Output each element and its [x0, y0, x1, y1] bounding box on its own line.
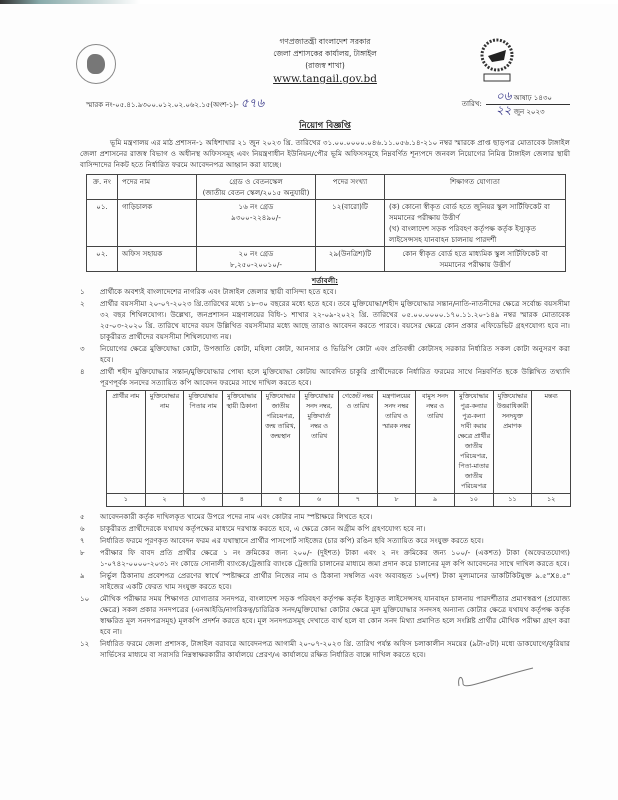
memo-handwritten-number: ৫৭৬ [240, 96, 265, 110]
ff-column-number: ১২ [532, 494, 571, 507]
ff-column-number: ৭ [338, 494, 377, 507]
condition-number: ৬ [80, 524, 85, 533]
qualification: কোন স্বীকৃত বোর্ড হতে মাধ্যমিক স্কুল সার্টিফিকেট বা সমমানের পরীক্ষায় উত্তীর্ণ [385, 247, 566, 272]
condition-item [80, 343, 570, 365]
ff-column-number: ৫ [261, 494, 300, 507]
date-day-english: ২২ [495, 103, 512, 117]
condition-item [80, 366, 570, 388]
ff-column-header: বামুস সনদ নম্বর ও তারিখ [416, 391, 455, 494]
date-day-bangla: ০৬ [495, 89, 512, 103]
posts-table-header [87, 175, 566, 200]
qualification-b: (খ) বাংলাদেশ সড়ক পরিবহণ কর্তৃপক্ষ কর্তৃক ইস্যুকৃত লাইসেন্সসহ যানবাহন চালনায় পারদর্শী [389, 224, 537, 244]
qualification-a: (ক) কোনো স্বীকৃত বোর্ড হতে জুনিয়র স্কুল সার্টিফিকেট বা সমমানের পরীক্ষায় উত্তীর্ণ [389, 202, 550, 222]
condition-number: ৫ [80, 512, 85, 521]
condition-item [80, 286, 570, 297]
post-count: ২৯(উনত্রিশ)টি [316, 247, 385, 272]
ff-column-header: মুক্তিযোদ্ধার স্থায়ী ঠিকানা [222, 391, 261, 494]
ff-column-number: ৩ [184, 494, 223, 507]
ff-column-number: ১১ [493, 494, 532, 507]
freedom-fighter-info-table [106, 390, 571, 507]
branch-name: (রাজস্ব শাখা) [305, 61, 345, 70]
condition-text: নির্ধারিত ফরমে পূরণকৃত আবেদন ফরম এর যথাস্থানে প্রার্থীর পাসপোর্ট সাইজের (চার কপি) রঙিন ছবি সত্যায়িত করে সংযুক্ত করতে হবে। [100, 536, 484, 545]
govt-name: গণপ্রজাতন্ত্রী বাংলাদেশ সরকার [279, 37, 371, 46]
qualification [385, 200, 566, 247]
condition-number: ৭ [80, 536, 85, 545]
date-month-bangla: আষাঢ় ১৪৩০ [513, 94, 552, 102]
condition-text: মৌখিক পরীক্ষার সময় শিক্ষাগত যোগ্যতার সনদপত্র, বাংলাদেশ সড়ক পরিবহণ কর্তৃপক্ষ কর্তৃক ইস্যুকৃত লাইসেন্সসহ যানবাহন চালনায় পারদর্শীতার প্রমাণস্বরূপ (প্রযোজ্য ক্ষেত্রে) সকল প্রকার সনদপত্রের (এনআইডি/নাগরিকত্ব/চারিত্রিক সনদ/মুক্তিযোদ্ধা কোটার ক্ষেত্রে মূল মুক্তিযোদ্ধার সনদসহ অন্যান্য কোটার ক্ষেত্রে যথাযথ কর্তৃপক্ষ কর্তৃক স্বাক্ষরিত মূল সনদপত্রসমূহ) মূলকপি প্রদর্শন করতে হবে। মূল সনদপত্রসমূহ দেখাতে ব্যর্থ হলে বা কোন সনদ মিথ্যা প্রমাণিত হলে সংশ্লিষ্ট প্রার্থীর মৌখিক পরীক্ষা গ্রহণ করা হবে না। [100, 594, 570, 636]
office-name: জেলা প্রশাসকের কার্যালয়, টাঙ্গাইল [273, 49, 377, 58]
col-grade [197, 175, 316, 200]
condition-number: ৩ [80, 344, 85, 353]
serial: ০২. [87, 247, 118, 272]
condition-item [80, 570, 570, 592]
condition-number: ৯ [80, 571, 85, 580]
col-post: পদের নাম [118, 175, 197, 200]
conditions-list-a [80, 286, 570, 388]
condition-text: নির্ধারিত ফরমে জেলা প্রশাসক, টাঙ্গাইল বরাবরে আবেদনপত্র আগামী ২০-০৭-২০২৩ খ্রি. তারিখ পর্যন্ত অফিস চলাকালীন সময়ের (৯টা-৫টা) মধ্যে ডাকযোগে/কুরিয়ার সার্ভিসের মাধ্যমে বা সরাসরি নিম্নস্বাক্ষরকারীর কার্যালয়ে প্রেরণ/এ কার্যালয়ে রক্ষিত নির্ধারিত বাক্সে দাখিল করতে হবে। [100, 639, 570, 659]
condition-item [80, 535, 570, 546]
table-row [87, 247, 566, 272]
condition-item [80, 638, 570, 660]
ff-column-number: ১ [107, 494, 146, 507]
issue-date [462, 91, 570, 118]
ff-column-number: ২ [145, 494, 184, 507]
condition-number: ৪ [80, 367, 85, 376]
ff-column-number: ৬ [300, 494, 339, 507]
condition-text: চাকুরীরত প্রার্থীদেরকে যথাযথ কর্তৃপক্ষের মাধ্যমে দরখাস্ত করতে হবে, এ ক্ষেত্রে কোন অগ্রীম কপি গ্রহণযোগ্য হবে না। [100, 524, 426, 533]
condition-number: ১ [80, 287, 85, 296]
ff-column-number: ৪ [222, 494, 261, 507]
condition-item [80, 523, 570, 534]
ff-column-header: মুক্তিযোদ্ধার সনদ নম্বর, মুক্তিবার্তা নম্বর ও তারিখ [300, 391, 339, 494]
website-link[interactable]: www.tangail.gov.bd [273, 73, 377, 85]
condition-item [80, 298, 570, 342]
pay-scale: ৮,২৫০-২০০১০/- [230, 260, 282, 269]
condition-text: পরীক্ষার ফি বাবদ প্রতি প্রার্থীর ক্ষেত্রে ১ নং ক্রমিকের জন্য ২০০/- (দুইশত) টাকা এবং ২ নং ক্রমিকের জন্য ১০০/- (একশত) টাকা (অফেরতযোগ্য) ১-০৭৪২-০০০০-২০৩১ নং কোডে সোনালী ব্যাংকে/ট্রেজারি ব্যাংকে ট্রেজারি চালানের মাধ্যমে জমা প্রদান করে চালানের মূল কপি আবেদনের সাথে দাখিল করতে হবে। [100, 548, 570, 568]
ff-column-header: মুক্তিযোদ্ধার পিতার নাম [184, 391, 223, 494]
condition-text: প্রার্থীকে অবশ্যই বাংলাদেশের নাগরিক এবং টাঙ্গাইল জেলার স্থায়ী বাসিন্দা হতে হবে। [100, 287, 337, 296]
date-label: তারিখ: [461, 100, 482, 108]
col-serial: ক্র. নং [87, 175, 118, 200]
ff-column-header: মুক্তিযোদ্ধার উত্তরাধিকারী সনদযুক্ত প্রমাণক [493, 391, 532, 494]
intro-paragraph: ভূমি মন্ত্রণালয় এর মাঠ প্রশাসন-১ অধিশাখার ২১ জুন ২০২৩ খ্রি. তারিখের ৩১.০০.০০০০.০৪৬.১১.০৫৬.১৪-২১০ নম্বর স্মারকে প্রাপ্ত ছাড়পত্র মোতাবেক টাঙ্গাইল জেলা প্রশাসনের রাজস্ব বিভাগ ও অধীনস্থ অফিসসমূহ এবং নিয়ন্ত্রণাধীন ইউনিয়ন/পৌর ভূমি অফিসসমূহে নিম্নবর্ণিত শূন্যপদে জনবল নিয়োগের নিমিত্ত টাঙ্গাইল জেলার স্থায়ী বাসিন্দাদের নিকট হতে নির্ধারিত ফরমে আবেদনপত্র আহ্বান করা যাচ্ছে। [80, 138, 570, 169]
date-month-english: জুন ২০২৩ [513, 108, 545, 116]
serial: ০১. [87, 200, 118, 247]
table-row [87, 200, 566, 247]
col-count: পদের সংখ্যা [316, 175, 385, 200]
ff-column-header: মুক্তিযোদ্ধার জাতীয় পরিচয়পত্র, জন্ম তারিখ, জন্মস্থান [261, 391, 300, 494]
grade-scale [197, 247, 316, 272]
ff-column-header: প্রার্থীর নাম [107, 391, 146, 494]
condition-number: ৮ [80, 548, 85, 557]
condition-text: প্রার্থী শহীদ মুক্তিযোদ্ধার সন্তান/মুক্তিযোদ্ধার পোষ্য হলে মুক্তিযোদ্ধা কোটায় আবেদিত চাকুরি প্রার্থীদেরকে নির্ধারিত ফরমের সাথে নিম্নবর্ণিত ছকে উল্লিখিত তথ্যাদি পূরণপূর্বক সনদের সত্যায়িত কপি আবেদন ফরমের সাথে দাখিল করতে হবে। [100, 367, 570, 387]
condition-number: ১২ [80, 639, 90, 648]
condition-text: আবেদনকারী কর্তৃক দাখিলকৃত খামের উপরে পদের নাম এবং কোটার নাম স্পষ্টাক্ষরে লিখতে হবে। [100, 512, 373, 521]
signature-icon [455, 666, 535, 691]
condition-item [80, 593, 570, 637]
condition-item [80, 547, 570, 569]
ff-column-header: মুক্তিযোদ্ধার নাম [145, 391, 184, 494]
ff-column-number: ১০ [454, 494, 493, 507]
grade-scale [197, 200, 316, 247]
ff-column-header: মুক্তিযোদ্ধার পুত্র-কন্যার পুত্র-কন্যা দাবী করার ক্ষেত্রে প্রার্থীর জাতীয় পরিচয়পত্র, পিতা-মাতার জাতীয় পরিচয়পত্র [454, 391, 493, 494]
condition-text: প্রার্থীর বয়সসীমা ২০-০৭-২০২৩ খ্রি.তারিখের মধ্যে ১৮-৩০ বছরের মধ্যে হতে হবে। তবে মুক্তিযোদ্ধা/শহীদ মুক্তিযোদ্ধার সন্তান/নাতি-নাতনীদের ক্ষেত্রে সর্বোচ্চ বয়সসীমা ৩২ বছর শিথিলযোগ্য। উল্লেখ্য, জনপ্রশাসন মন্ত্রণালয়ের বিধি-১ শাখার ২২-০৯-২০২২ খ্রি. তারিখের ০৫.০০.০০০০.১৭০.১১.২০-১৪৯ নম্বর স্মারক মোতাবেক ২৫-০৩-২০২০ খ্রি. তারিখে যাদের বয়স উল্লিখিত বয়সসীমার মধ্যে আছে তারাও আবেদন করতে পারবে। বয়সের ক্ষেত্রে কোন প্রকার এফিডেভিট গ্রহণযোগ্য হবে না। চাকুরীরত প্রার্থীদের বয়সসীমা শিথিলযোগ্য নয়। [100, 299, 570, 341]
condition-item [80, 511, 570, 522]
ff-column-number: ৯ [416, 494, 455, 507]
grade: ১৬ নং গ্রেড [238, 202, 274, 211]
ff-column-header: মন্তব্য [532, 391, 571, 494]
grade-header: গ্রেড ও বেতনস্কেল [229, 177, 283, 186]
pay-scale: ৯৩০০-২২৪৯০/- [231, 213, 281, 222]
memo-date-row [80, 91, 570, 118]
ff-table-header [107, 391, 571, 494]
post-name: গাড়িচালক [118, 200, 197, 247]
grade: ২০ নং গ্রেড [238, 249, 274, 258]
posts-table [86, 174, 566, 272]
ff-column-header: গেজেট নম্বর ও তারিখ [338, 391, 377, 494]
condition-number: ২ [80, 299, 85, 308]
ff-table-column-numbers [107, 494, 571, 507]
post-count: ১২(বারো)টি [316, 200, 385, 247]
post-name: অফিস সহায়ক [118, 247, 197, 272]
memo-number [86, 98, 264, 111]
memo-label: স্মারক নং-০৫.৪১.৯৩০০.০১২.০২.০৬২.১৫(অংশ-১)- [86, 101, 239, 109]
condition-text: নির্ভুল ঠিকানায় প্রবেশপত্র প্রেরণের স্বার্থে স্পষ্টাক্ষরে প্রার্থীর নিজের নাম ও ঠিকানা সম্বলিত এবং অব্যবহৃত ১০(দশ) টাকা মূল্যমানের ডাকটিকিটযুক্ত ৯.৫"X৪.৫" সাইজের একটি ফেরত খাম সংযুক্ত করতে হবে। [100, 571, 570, 591]
office-header [80, 36, 570, 87]
ff-column-header: মন্ত্রণালয়ের সনদ নম্বর তারিখ ও স্মারক নম্বর [377, 391, 416, 494]
conditions-list-b [80, 511, 570, 660]
page-title: নিয়োগ বিজ্ঞপ্তি [299, 121, 351, 131]
conditions-title: শর্তাবলী: [311, 276, 339, 285]
grade-subheader: (জাতীয় বেতন স্কেল/২০১৫ অনুযায়ী) [202, 188, 310, 197]
condition-number: ১০ [80, 594, 90, 603]
ff-column-number: ৮ [377, 494, 416, 507]
condition-text: নিয়োগের ক্ষেত্রে মুক্তিযোদ্ধা কোটা, উপজাতি কোটা, মহিলা কোটা, আনসার ও ভিডিপি কোটা এবং প্রতিবন্ধী কোটাসহ সরকার নির্ধারিত সকল কোটা অনুসরণ করা হবে। [100, 344, 570, 364]
col-qualification: শিক্ষাগত যোগ্যতা [385, 175, 566, 200]
